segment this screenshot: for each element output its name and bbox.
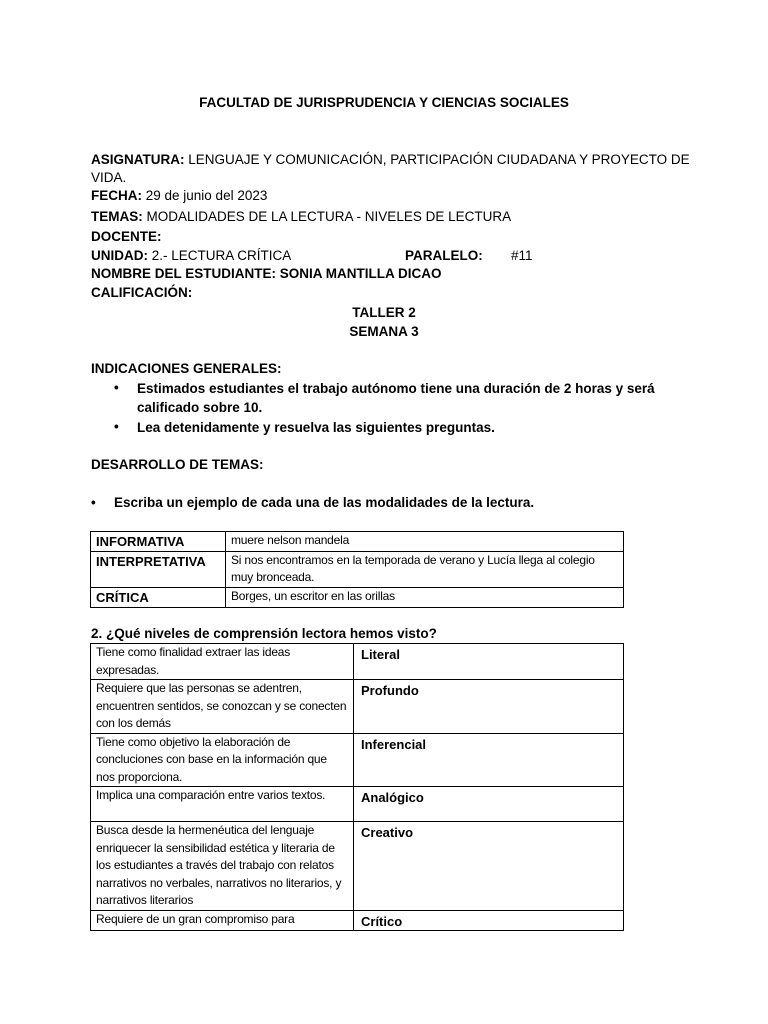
fecha-value: 29 de junio del 2023 [142, 188, 268, 203]
table-cell-label: INFORMATIVA [91, 532, 226, 552]
indicaciones-heading: INDICACIONES GENERALES: [91, 361, 282, 376]
asignatura-line [91, 151, 690, 169]
niveles-table [90, 643, 624, 931]
table-cell-level: Literal [354, 644, 624, 680]
asignatura-value: LENGUAJE Y COMUNICACIÓN, PARTICIPACIÓN CIUDADANA Y PROYECTO DE [184, 152, 690, 167]
table-row [91, 644, 624, 680]
table-cell-desc: Requiere que las personas se adentren, encuentren sentidos, se conozcan y se conecten con los demás [91, 680, 354, 734]
paralelo-value: #11 [511, 248, 533, 263]
unidad-label: UNIDAD: [91, 248, 148, 263]
table-row [91, 552, 624, 588]
bullet-icon: • [114, 380, 119, 395]
table-cell-desc: Tiene como finalidad extraer las ideas expresadas. [91, 644, 354, 680]
table-cell-desc: Busca desde la hermenéutica del lenguaje enriquecer la sensibilidad estética y literaria de los estudiantes a través del trabajo con relatos narrativos no verbales, narrativos no literarios, y narrativos literarios [91, 822, 354, 911]
question-2: 2. ¿Qué niveles de comprensión lectora hemos visto? [91, 626, 437, 641]
temas-line [91, 208, 511, 226]
table-cell-value: Borges, un escritor en las orillas [226, 588, 624, 608]
table-row [91, 733, 624, 787]
temas-label: TEMAS: [91, 209, 143, 224]
table-cell-desc: Tiene como objetivo la elaboración de concluciones con base en la información que nos proporciona. [91, 733, 354, 787]
table-cell-level: Profundo [354, 680, 624, 734]
table-cell-label: INTERPRETATIVA [91, 552, 226, 588]
table-row [91, 532, 624, 552]
workshop-week: SEMANA 3 [349, 324, 419, 339]
bullet-icon: • [91, 495, 96, 510]
indicacion-item: Estimados estudiantes el trabajo autónomo tiene una duración de 2 horas y será calificado sobre 10. [137, 381, 655, 415]
question-1: Escriba un ejemplo de cada una de las modalidades de la lectura. [114, 495, 535, 510]
desarrollo-heading: DESARROLLO DE TEMAS: [91, 457, 264, 472]
workshop-title: TALLER 2 [352, 305, 416, 320]
asignatura-label: ASIGNATURA: [91, 152, 185, 167]
table-cell-value: muere nelson mandela [226, 532, 624, 552]
bullet-icon: • [114, 419, 119, 434]
table-cell-desc: Implica una comparación entre varios textos. [91, 787, 354, 822]
table-row [91, 822, 624, 911]
unidad-value: 2.- LECTURA CRÍTICA [148, 248, 292, 263]
table-cell-level: Creativo [354, 822, 624, 911]
asignatura-value-cont: VIDA. [91, 170, 127, 185]
docente-label: DOCENTE: [91, 229, 162, 244]
table-row [91, 910, 624, 931]
table-cell-value: Si nos encontramos en la temporada de verano y Lucía llega al colegio muy bronceada. [226, 552, 624, 588]
temas-value: MODALIDADES DE LA LECTURA - NIVELES DE LECTURA [142, 209, 512, 224]
paralelo-label: PARALELO: [405, 248, 483, 263]
table-row [91, 680, 624, 734]
student-name: NOMBRE DEL ESTUDIANTE: SONIA MANTILLA DICAO [91, 266, 442, 281]
faculty-title: FACULTAD DE JURISPRUDENCIA Y CIENCIAS SOCIALES [199, 95, 569, 110]
table-cell-desc: Requiere de un gran compromiso para [91, 910, 354, 931]
table-row [91, 787, 624, 822]
table-cell-level: Analógico [354, 787, 624, 822]
modalidades-table [90, 531, 624, 608]
table-row [91, 588, 624, 608]
indicacion-item: Lea detenidamente y resuelva las siguientes preguntas. [137, 420, 495, 435]
unidad-line [91, 247, 291, 265]
table-cell-label: CRÍTICA [91, 588, 226, 608]
calificacion-label: CALIFICACIÓN: [91, 285, 193, 300]
fecha-line [91, 187, 267, 205]
table-cell-level: Inferencial [354, 733, 624, 787]
fecha-label: FECHA: [91, 188, 142, 203]
table-cell-level: Crítico [354, 910, 624, 931]
